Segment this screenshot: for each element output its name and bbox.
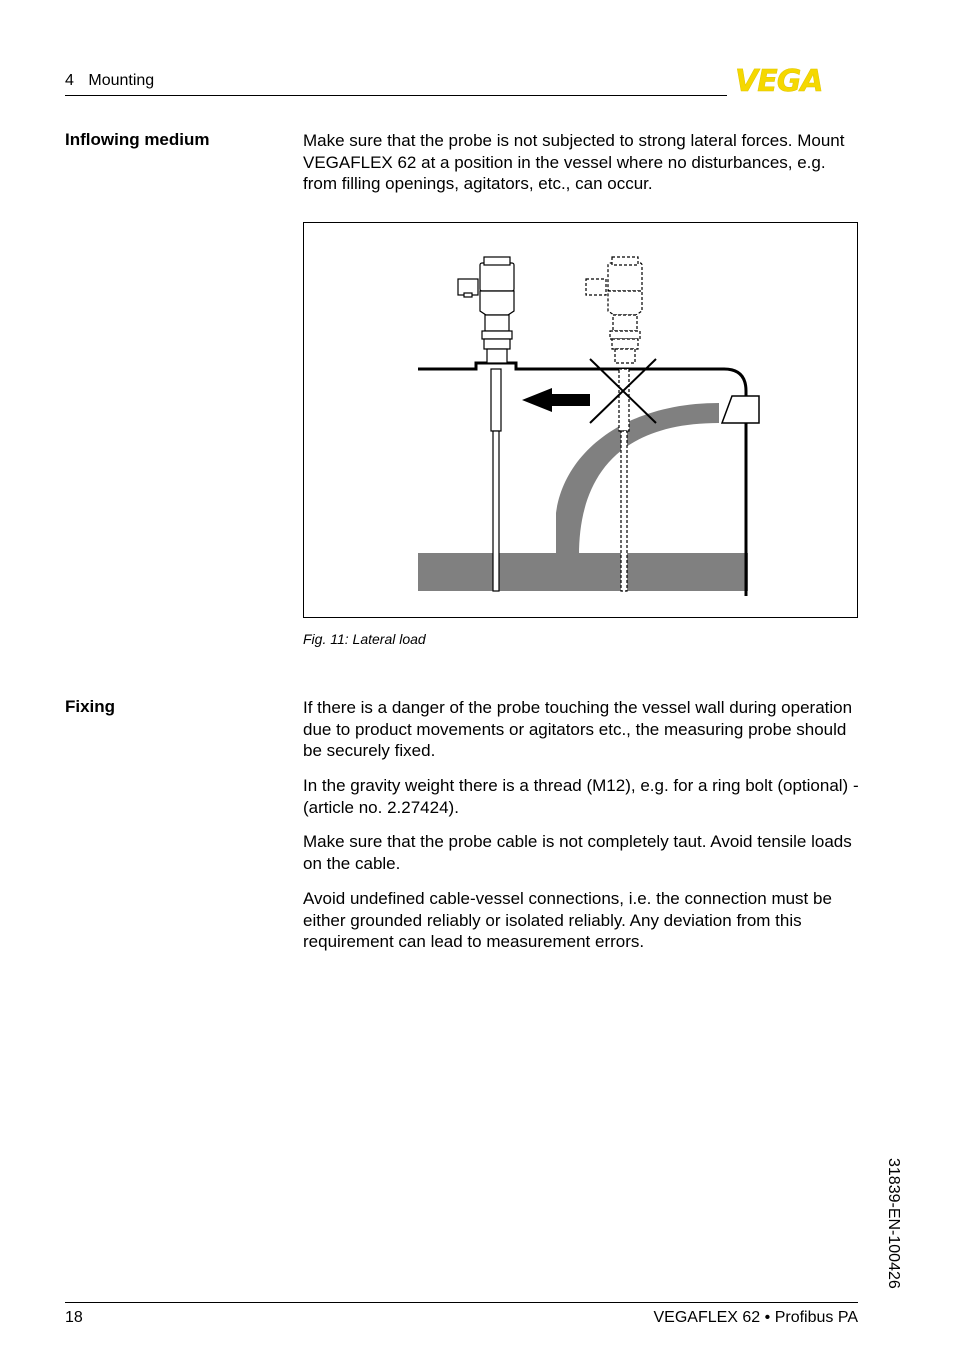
probe-correct: [458, 257, 514, 591]
running-header: [65, 72, 154, 90]
liquid-surface: [418, 553, 748, 591]
footer-divider: [65, 1302, 858, 1303]
paragraph: Make sure that the probe cable is not completely taut. Avoid tensile loads on the cable.: [303, 832, 852, 873]
inlet-nozzle: [722, 396, 759, 423]
lateral-load-diagram: [304, 223, 857, 617]
figure-lateral-load: [303, 222, 858, 618]
move-arrow: [522, 388, 590, 412]
section-heading-fixing: Fixing: [65, 697, 116, 716]
document-code: 31839-EN-100426: [885, 1158, 902, 1289]
logo-text: VEGA: [735, 64, 823, 99]
paragraph: In the gravity weight there is a thread (M12), e.g. for a ring bolt (optional) - (article no. 2.27424).: [303, 776, 859, 817]
header-divider: [65, 95, 727, 96]
paragraph: Avoid undefined cable-vessel connections, i.e. the connection must be either grounded reliably or isolated reliably. Any deviation from this requirement can lead to measurement errors.: [303, 889, 832, 952]
paragraph: Make sure that the probe is not subjected to strong lateral forces. Mount VEGAFLEX 62 at a position in the vessel where no disturbances, e.g. from filling openings, agitators, etc., can occur.: [303, 131, 845, 194]
vega-logo: [735, 66, 858, 98]
page-number: 18: [65, 1309, 83, 1326]
section-heading-inflowing-medium: Inflowing medium: [65, 130, 210, 149]
chapter-title: Mounting: [88, 72, 155, 89]
footer-product-title: VEGAFLEX 62 • Profibus PA: [653, 1309, 858, 1326]
figure-caption: Fig. 11: Lateral load: [303, 631, 426, 647]
chapter-number: 4: [65, 72, 74, 89]
paragraph: If there is a danger of the probe touching the vessel wall during operation due to product movements or agitators etc., the measuring probe should be securely fixed.: [303, 698, 853, 761]
